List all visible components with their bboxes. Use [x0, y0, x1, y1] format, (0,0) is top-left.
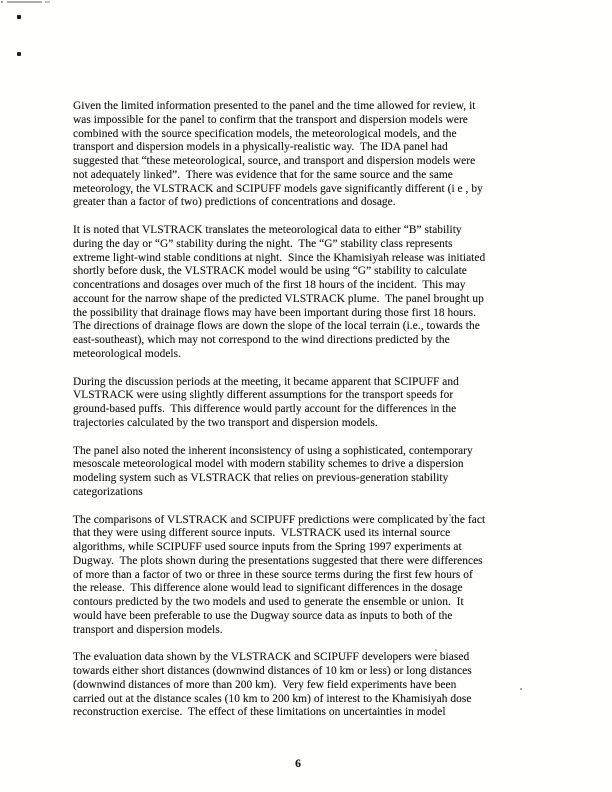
- scan-artifact-line: [45, 1, 50, 3]
- text-line: During the discussion periods at the meeting, it became apparent that SCIPUFF and: [73, 375, 459, 388]
- paragraph: [73, 224, 563, 362]
- text-line: greater than a factor of two) predictions of concentrations and dosage.: [73, 196, 396, 209]
- text-line: VLSTRACK were using slightly different assumptions for the transport speeds for: [73, 389, 454, 402]
- text-line: Dugway. The plots shown during the presentations suggested that there were differences: [73, 554, 483, 567]
- paragraph: [73, 514, 563, 638]
- paragraph: [73, 651, 563, 720]
- text-line: trajectories calculated by the two transport and dispersion models.: [73, 416, 378, 429]
- text-line: shortly before dusk, the VLSTRACK model would be using “G” stability to calculate: [73, 265, 467, 278]
- text-line: that they were using different source inputs. VLSTRACK used its internal source: [73, 527, 451, 540]
- text-line: modeling system such as VLSTRACK that relies on previous-generation stability: [73, 472, 449, 484]
- text-line: towards either short distances (downwind distances of 10 km or less) or long distances: [73, 665, 472, 677]
- text-line: The directions of drainage flows are down the slope of the local terrain (i.e., towards the: [73, 320, 480, 333]
- text-line: transport and dispersion models.: [73, 623, 223, 636]
- text-line: extreme light-wind stable conditions at night. Since the Khamisiyah release was initiated: [73, 251, 486, 264]
- text-line: Given the limited information presented to the panel and the time allowed for review, it: [73, 100, 476, 112]
- text-line: the possibility that drainage flows may have been important during those first 18 hours.: [73, 306, 476, 319]
- text-line: algorithms, while SCIPUFF used source inputs from the Spring 1997 experiments at: [73, 541, 462, 553]
- text-line: contours predicted by the two models and used to generate the ensemble or union. It: [73, 596, 464, 608]
- scan-artifact-line: [7, 1, 42, 3]
- text-line: (downwind distances of more than 200 km). Very few field experiments have been: [73, 678, 457, 691]
- text-line: mesoscale meteorological model with modern stability schemes to drive a dispersion: [73, 458, 464, 471]
- text-line: account for the narrow shape of the predicted VLSTRACK plume. The panel brought up: [73, 292, 484, 305]
- text-line: the release. This difference alone would lead to significant differences in the dosage: [73, 582, 463, 595]
- text-line: categorizations: [73, 485, 143, 498]
- text-line: ground-based puffs. This difference would partly account for the differences in the: [73, 403, 457, 415]
- paragraph: [73, 100, 563, 210]
- paragraph: [73, 445, 563, 500]
- scan-artifact-mark: [17, 15, 21, 19]
- text-line: not adequately linked”. There was evidence that for the same source and the same: [73, 168, 453, 181]
- paragraph: [73, 376, 563, 431]
- text-line: concentrations and dosages over much of the first 18 hours of the incident. This may: [73, 279, 466, 291]
- text-line: carried out at the distance scales (10 km to 200 km) of interest to the Khamisiyah dose: [73, 692, 472, 705]
- text-line: meteorology, the VLSTRACK and SCIPUFF models gave significantly different (i e , by: [73, 182, 483, 195]
- text-line: The comparisons of VLSTRACK and SCIPUFF predictions were complicated by the fact: [73, 513, 486, 526]
- text-line: combined with the source specification models, the meteorological models, and the: [73, 127, 457, 140]
- text-line: meteorological models.: [73, 347, 182, 360]
- text-line: transport and dispersion models in a physically-realistic way. The IDA panel had: [73, 141, 448, 154]
- text-line: suggested that “these meteorological, source, and transport and dispersion models were: [73, 155, 476, 167]
- text-line: The panel also noted the inherent inconsistency of using a sophisticated, contemporary: [73, 444, 473, 457]
- scan-artifact-dot: [1, 1, 3, 3]
- text-line: It is noted that VLSTRACK translates the meteorological data to either “B” stability: [73, 224, 462, 236]
- text-block: [73, 100, 563, 734]
- text-line: would have been preferable to use the Dugway source data as inputs to both of the: [73, 609, 453, 622]
- text-line: during the day or “G” stability during the night. The “G” stability class represents: [73, 237, 453, 250]
- page-number: 6: [295, 757, 301, 770]
- text-line: of more than a factor of two or three in these source terms during the first few hours of: [73, 568, 473, 581]
- text-line: east-southeast), which may not correspond to the wind directions predicted by the: [73, 334, 450, 346]
- text-line: was impossible for the panel to confirm that the transport and dispersion models were: [73, 113, 468, 126]
- scan-artifact-mark: [17, 52, 21, 56]
- text-line: The evaluation data shown by the VLSTRACK and SCIPUFF developers were biased: [73, 651, 470, 664]
- text-line: reconstruction exercise. The effect of these limitations on uncertainties in model: [73, 706, 446, 719]
